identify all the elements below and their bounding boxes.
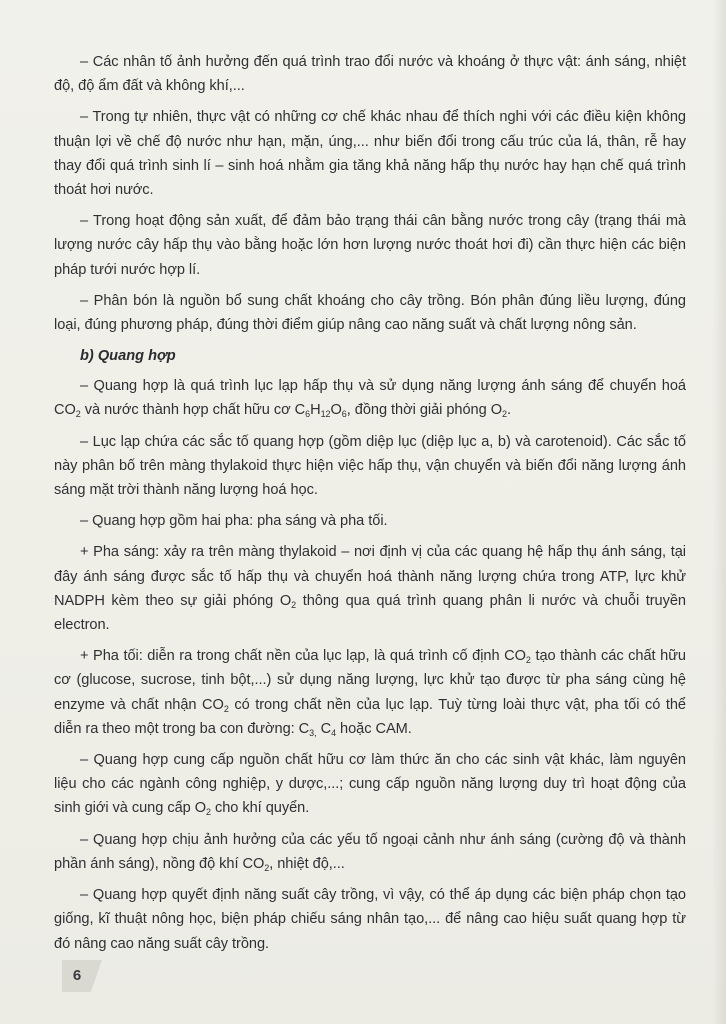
subscript: 2 — [223, 703, 229, 714]
page-edge-shadow — [712, 0, 726, 1024]
paragraph-dark-phase — [54, 644, 686, 741]
text-span: và nước thành hợp chất hữu cơ C — [80, 402, 306, 419]
paragraph-adaptation-mechanisms: – Trong tự nhiên, thực vật có những cơ chế khác nhau để thích nghi với các điều kiện không thuận lợi về chế độ nước như hạn, mặn, úng,... như biến đổi trong cấu trúc của lá, thân, rễ hay thay đổi quá trình sinh lí – sinh hoá nhằm gia tăng khả năng hấp thụ nước hay hạn chế quá trình thoát hơi nước. — [54, 109, 686, 199]
paragraph-fertilizer: – Phân bón là nguồn bổ sung chất khoáng cho cây trồng. Bón phân đúng liều lượng, đúng loại, đúng phương pháp, đúng thời điểm giúp nâng cao năng suất và chất lượng nông sản. — [54, 292, 686, 334]
text-span: O — [330, 402, 342, 419]
text-span: . — [506, 402, 511, 419]
text-span: + Pha tối: diễn ra trong chất nền của lục lạp, là quá trình cố định CO — [80, 648, 526, 665]
text-span: C — [316, 720, 332, 737]
page-number: 6 — [72, 967, 82, 984]
text-span: hoặc CAM. — [336, 720, 412, 737]
text-span: cho khí quyển. — [210, 800, 310, 817]
subscript: 6 — [341, 409, 347, 420]
paragraph-photosynthesis-factors — [54, 828, 686, 876]
subscript: 3, — [309, 727, 317, 738]
text-span: – Quang hợp cung cấp nguồn chất hữu cơ làm thức ăn cho các sinh vật khác, làm nguyên liệu cho các ngành công nghiệp, y dược,...; cung cấp nguồn năng lượng duy trì hoạt động của sinh giới và cung cấp O — [54, 752, 686, 817]
subscript: 2 — [525, 655, 531, 666]
text-span: tạo thành các chất hữu cơ (glucose, sucrose, tinh bột,...) sử dụng năng lượng, lực khử tạo được từ pha sáng cùng hệ enzyme và chất nhận CO — [54, 648, 686, 713]
text-span: thông qua quá trình quang phân li nước và chuỗi truyền electron. — [54, 592, 686, 634]
paragraph-chloroplast: – Lục lạp chứa các sắc tố quang hợp (gồm diệp lục (diệp lục a, b) và carotenoid). Các sắc tố này phân bố trên màng thylakoid thực hiện việc hấp thụ, vận chuyển và biến đổi năng lượng ánh sáng mặt trời thành năng lượng hoá học. — [54, 433, 686, 499]
paragraph-influencing-factors: – Các nhân tố ảnh hưởng đến quá trình trao đổi nước và khoáng ở thực vật: ánh sáng, nhiệt độ, độ ẩm đất và không khí,... — [54, 54, 686, 95]
paragraph-water-balance: – Trong hoạt động sản xuất, để đảm bảo trạng thái cân bằng nước trong cây (trạng thái mà lượng nước cây hấp thụ vào bằng hoặc lớn hơn lượng nước thoát hơi đi) cần thực hiện các biện pháp tưới nước hợp lí. — [54, 213, 686, 278]
text-span: + Pha sáng: xảy ra trên màng thylakoid – nơi định vị của các quang hệ hấp thụ ánh sáng, tại đây ánh sáng được sắc tố hấp thụ và chuyển hoá thành năng lượng chứa trong ATP, lực khử NADPH kèm theo sự giải phóng O — [54, 544, 686, 609]
paragraph-photosynthesis-definition — [54, 374, 686, 422]
subscript: 2 — [264, 862, 270, 873]
text-span: có trong chất nền của lục lạp. Tuỳ từng loài thực vật, pha tối có thể diễn ra theo một trong ba con đường: C — [54, 696, 687, 737]
text-span: H — [310, 402, 321, 419]
text-span: , đồng thời giải phóng O — [346, 402, 502, 419]
page-content — [54, 50, 686, 963]
text-span: , nhiệt độ,... — [269, 855, 345, 872]
section-heading-photosynthesis: b) Quang hợp — [80, 348, 176, 365]
paragraph-two-phases: – Quang hợp gồm hai pha: pha sáng và pha tối. — [80, 513, 388, 530]
subscript: 6 — [305, 409, 311, 420]
paragraph-crop-yield: – Quang hợp quyết định năng suất cây trồng, vì vậy, có thể áp dụng các biện pháp chọn tạo giống, kĩ thuật nông học, biện pháp chiếu sáng nhân tạo,... để nâng cao hiệu suất quang hợp từ đó nâng cao năng suất cây trồng. — [54, 887, 686, 952]
paragraph-photosynthesis-role — [54, 748, 686, 821]
subscript: 2 — [75, 409, 81, 420]
paragraph-light-phase — [54, 540, 686, 637]
subscript: 4 — [331, 727, 337, 738]
subscript: 2 — [291, 599, 297, 610]
text-span: – Quang hợp là quá trình lục lạp hấp thụ và sử dụng năng lượng ánh sáng để chuyển hoá CO — [54, 378, 686, 419]
subscript: 12 — [320, 409, 331, 420]
subscript: 2 — [206, 807, 211, 818]
subscript: 2 — [502, 409, 507, 420]
text-span: – Quang hợp chịu ảnh hưởng của các yếu tố ngoại cảnh như ánh sáng (cường độ và thành phần ánh sáng), nồng độ khí CO — [54, 831, 686, 872]
